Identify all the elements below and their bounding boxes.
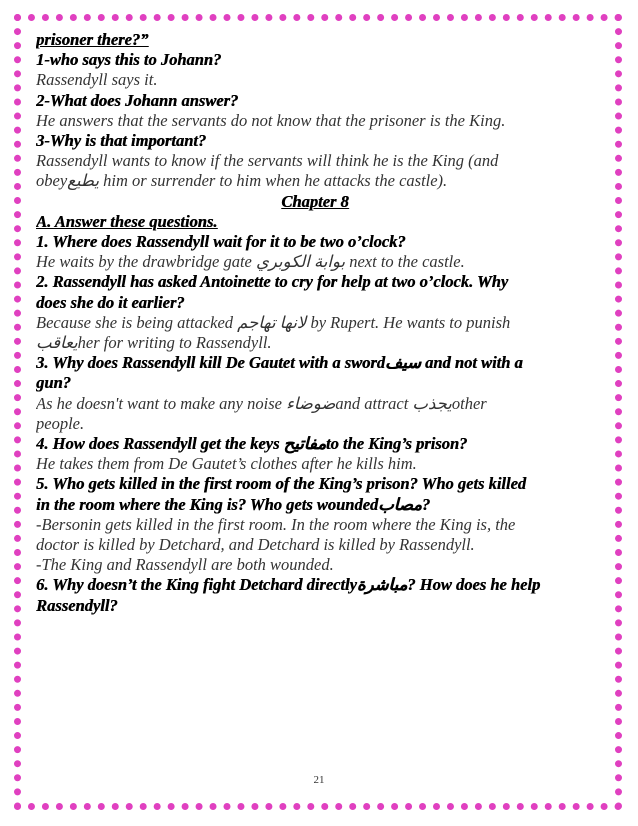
question-line: Chapter 8 (281, 191, 349, 211)
question-line: does she do it earlier? (36, 292, 185, 312)
page-number: 21 (313, 774, 325, 786)
answer-line: As he doesn't want to make any noise ضوضاءand attract يجذبother (36, 393, 487, 413)
answer-line: -The King and Rassendyll are both wounded. (36, 555, 334, 575)
answer-line: people. (36, 413, 85, 433)
question-line: 2-What does Johann answer? (36, 90, 239, 110)
question-line: 1. Where does Rassendyll wait for it to be two o’clock? (36, 232, 406, 252)
answer-line: يعاقبher for writing to Rassendyll. (36, 333, 272, 353)
question-line: 2. Rassendyll has asked Antoinette to cry for help at two o’clock. Why (36, 272, 509, 292)
question-line: gun? (36, 373, 71, 393)
answer-line: Rassendyll says it. (36, 70, 158, 90)
question-line: Rassendyll? (36, 595, 118, 615)
answer-line: He answers that the servants do not know that the prisoner is the King. (36, 110, 506, 130)
answer-line: He waits by the drawbridge gate بوابة الكوبري next to the castle. (36, 252, 465, 272)
answer-line: -Bersonin gets killed in the first room. In the room where the King is, the (36, 514, 516, 534)
question-line: prisoner there?” (36, 30, 149, 49)
worksheet-text (36, 30, 594, 616)
question-line: A. Answer these questions. (36, 211, 218, 231)
question-line: 3-Why is that important? (36, 131, 207, 151)
answer-line: Because she is being attacked لانها تهاجم by Rupert. He wants to punish (36, 312, 511, 332)
question-line: 5. Who gets killed in the first room of the King’s prison? Who gets killed (36, 474, 527, 494)
answer-line: He takes them from De Gautet’s clothes after he kills him. (36, 454, 417, 474)
answer-line: obeyيطيع him or surrender to him when he attacks the castle). (36, 171, 448, 191)
question-line: 4. How does Rassendyll get the keys مفاتيحto the King’s prison? (36, 434, 468, 454)
question-line: 6. Why doesn’t the King fight Detchard directlyمباشرة? How does he help (36, 575, 541, 595)
question-line: in the room where the King is? Who gets woundedمصاب? (36, 494, 431, 514)
answer-line: Rassendyll wants to know if the servants will think he is the King (and (36, 151, 499, 171)
answer-line: doctor is killed by Detchard, and Detchard is killed by Rassendyll. (36, 535, 475, 555)
question-line: 3. Why does Rassendyll kill De Gautet with a swordسيف and not with a (36, 353, 523, 373)
question-line: 1-who says this to Johann? (36, 50, 222, 70)
